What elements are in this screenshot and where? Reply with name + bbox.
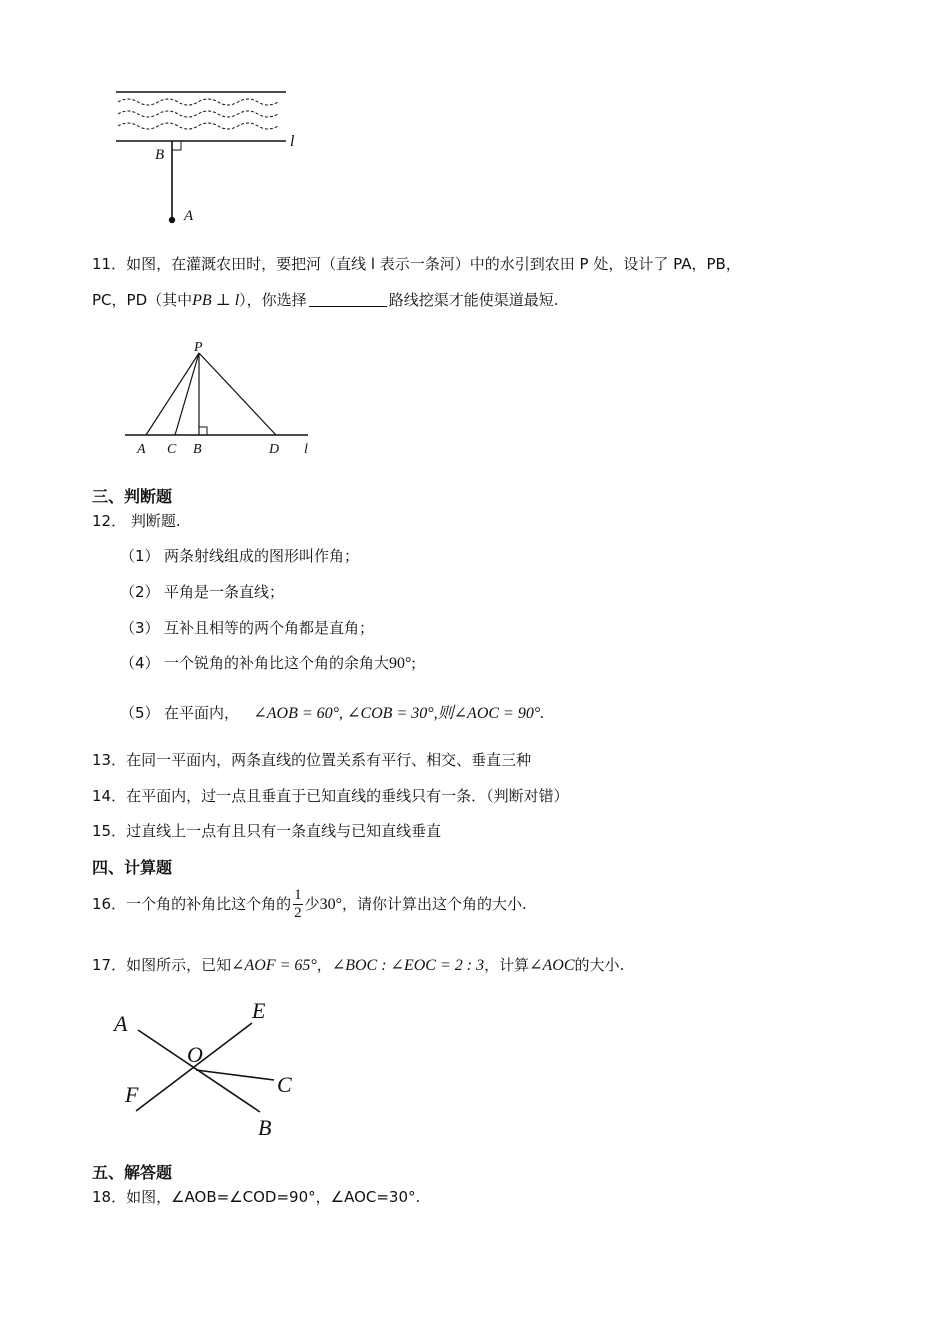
q12-item-2	[120, 581, 284, 603]
q16-text-post: ，请你计算出这个角的大小.	[342, 895, 527, 913]
q12-item-5	[120, 702, 544, 725]
point-A	[169, 217, 175, 223]
right-angle-mark	[199, 427, 207, 435]
q12-item-math: 90°;	[389, 655, 416, 672]
q11-text-b-end: 路线挖渠才能使渠道最短.	[388, 291, 559, 309]
q12-item-text: 在平面内，	[164, 704, 240, 722]
label-O: O	[187, 1042, 203, 1067]
q11-math: PB ⊥ l	[192, 292, 240, 309]
label-l: l	[290, 133, 295, 150]
q11-text-b-post: ），你选择	[239, 291, 307, 309]
section-3-title: 三、判断题	[92, 487, 173, 506]
q17-text-pre: 17．如图所示，已知	[92, 956, 232, 974]
q12-item-text: 互补且相等的两个角都是直角；	[164, 619, 375, 637]
label-A: A	[137, 442, 146, 457]
q17-math1: ∠AOF = 65°	[231, 957, 317, 974]
q16-math: 30°	[319, 896, 343, 913]
right-angle-mark	[172, 141, 181, 150]
q14: 14．在平面内，过一点且垂直于已知直线的垂线只有一条．（判断对错）	[92, 787, 569, 805]
q17-text-post: 的大小.	[574, 956, 625, 974]
segment-PC	[175, 353, 199, 435]
q12-item-text: 一个锐角的补角比这个角的余角大	[164, 654, 390, 672]
q16-text-mid: 少	[304, 895, 320, 913]
q17-sep: ，	[316, 956, 332, 974]
label-B: B	[155, 147, 165, 163]
river-wave	[118, 111, 278, 117]
paths-figure	[120, 336, 320, 462]
q12-item-num: （4）	[120, 654, 160, 672]
q18: 18．如图，∠AOB=∠COD=90°，∠AOC=30°.	[92, 1188, 421, 1206]
q16-fraction	[293, 887, 303, 922]
river-wave	[118, 123, 278, 129]
angles-figure	[108, 994, 318, 1144]
river-figure	[108, 84, 308, 229]
q11-answer-blank[interactable]	[309, 291, 387, 307]
q12-item-num: （2）	[120, 583, 160, 601]
q17-math2: ∠BOC : ∠EOC = 2 : 3	[331, 957, 485, 974]
q13: 13．在同一平面内，两条直线的位置关系有平行、相交、垂直三种	[92, 751, 532, 769]
q12-item-num: （1）	[120, 547, 160, 565]
label-C: C	[167, 442, 177, 457]
river-wave	[118, 99, 278, 105]
q11-line1	[92, 253, 741, 275]
label-E: E	[252, 998, 266, 1023]
label-B: B	[193, 442, 202, 457]
q16	[92, 884, 527, 924]
q16-frac-den: 2	[294, 905, 302, 921]
label-P: P	[194, 340, 203, 355]
label-A: A	[184, 208, 194, 224]
q16-frac-num: 1	[294, 887, 302, 903]
label-A: A	[114, 1011, 128, 1036]
ray-OC	[196, 1070, 274, 1080]
q15: 15．过直线上一点有且只有一条直线与已知直线垂直	[92, 822, 442, 840]
q11-text-b-pre: PC，PD（其中	[92, 291, 193, 309]
label-l: l	[304, 442, 308, 457]
segment-PA	[146, 353, 199, 435]
q17	[92, 954, 624, 977]
q12-item-num: （3）	[120, 619, 160, 637]
section-4-title: 四、计算题	[92, 858, 173, 877]
section-5-title: 五、解答题	[92, 1163, 173, 1182]
q11-text-a: 11．如图，在灌溉农田时，要把河（直线 l 表示一条河）中的水引到农田 P 处，设计了 PA，PB，	[92, 255, 741, 273]
segment-PD	[199, 353, 276, 435]
q12-item-1	[120, 545, 359, 567]
label-C: C	[277, 1072, 292, 1097]
q12-item-text: 平角是一条直线；	[164, 583, 285, 601]
label-B: B	[258, 1115, 272, 1140]
q17-text-mid: ，计算	[484, 956, 530, 974]
q12-item-4	[120, 652, 416, 675]
q17-math3: ∠AOC	[529, 957, 575, 974]
q12-item-text: 两条射线组成的图形叫作角；	[164, 547, 360, 565]
q12-stem: 12． 判断题.	[92, 512, 181, 530]
q12-item-math: ∠AOB = 60°, ∠COB = 30°,则∠AOC = 90°.	[253, 705, 545, 722]
label-D: D	[269, 442, 280, 457]
q16-text-pre: 16．一个角的补角比这个角的	[92, 895, 292, 913]
q12-item-num: （5）	[120, 704, 160, 722]
q12-item-3	[120, 617, 374, 639]
label-F: F	[125, 1082, 139, 1107]
line-EF	[136, 1023, 252, 1111]
q11-line2	[92, 289, 558, 312]
